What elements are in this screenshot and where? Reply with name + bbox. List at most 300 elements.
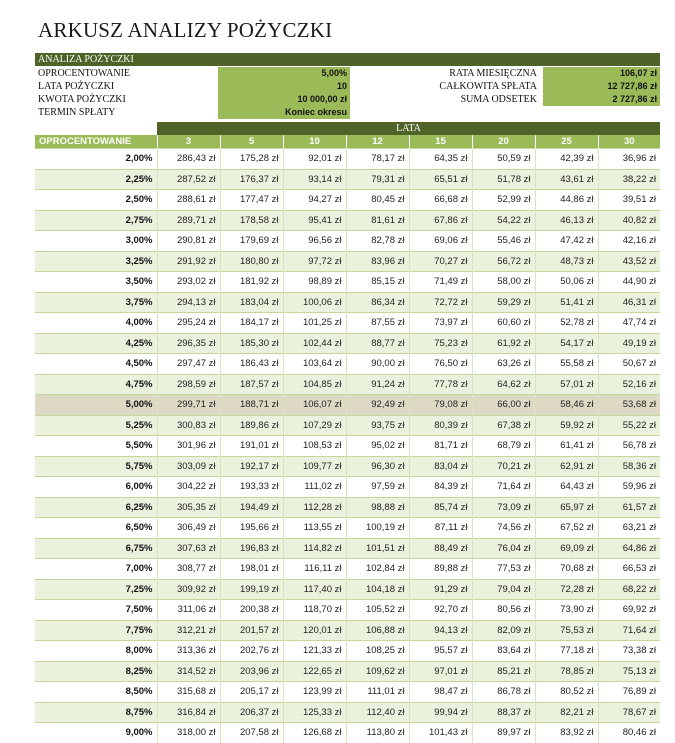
payment-cell: 68,79 zł (472, 436, 535, 457)
payment-cell: 94,13 zł (409, 620, 472, 641)
payment-cell: 65,51 zł (409, 169, 472, 190)
payment-cell: 82,78 zł (346, 231, 409, 252)
payment-cell: 43,52 zł (598, 251, 660, 272)
payment-cell: 114,82 zł (283, 538, 346, 559)
payment-cell: 118,70 zł (283, 600, 346, 621)
table-row (35, 620, 660, 641)
payment-cell: 301,96 zł (157, 436, 220, 457)
table-header-row (35, 135, 660, 149)
rate-cell: 7,00% (35, 559, 157, 580)
payment-cell: 103,64 zł (283, 354, 346, 375)
payment-cell: 196,83 zł (220, 538, 283, 559)
payment-cell: 205,17 zł (220, 682, 283, 703)
payment-cell: 73,97 zł (409, 313, 472, 334)
payment-cell: 177,47 zł (220, 190, 283, 211)
payment-cell: 97,59 zł (346, 477, 409, 498)
payment-cell: 96,56 zł (283, 231, 346, 252)
payment-cell: 61,57 zł (598, 497, 660, 518)
payment-cell: 85,74 zł (409, 497, 472, 518)
summary-header: ANALIZA POŻYCZKI (35, 53, 660, 66)
payment-cell: 63,21 zł (598, 518, 660, 539)
payment-cell: 101,43 zł (409, 723, 472, 743)
summary-row-amount (0, 93, 675, 106)
payment-cell: 56,78 zł (598, 436, 660, 457)
payment-cell: 61,92 zł (472, 333, 535, 354)
payment-cell: 86,78 zł (472, 682, 535, 703)
table-row (35, 518, 660, 539)
year-header: 12 (346, 135, 409, 149)
payment-cell: 200,38 zł (220, 600, 283, 621)
summary-row-term (0, 106, 675, 119)
payment-cell: 109,77 zł (283, 456, 346, 477)
payment-cell: 80,46 zł (598, 723, 660, 743)
payment-cell: 47,74 zł (598, 313, 660, 334)
table-row (35, 169, 660, 190)
rate-cell: 4,75% (35, 374, 157, 395)
monthly-payment-value: 106,07 zł (543, 67, 660, 80)
payment-cell: 296,35 zł (157, 333, 220, 354)
summary-row-rate (0, 67, 675, 80)
payment-cell: 66,00 zł (472, 395, 535, 416)
rate-cell: 2,50% (35, 190, 157, 211)
payment-cell: 80,39 zł (409, 415, 472, 436)
payment-cell: 88,37 zł (472, 702, 535, 723)
payment-cell: 108,53 zł (283, 436, 346, 457)
payment-cell: 95,02 zł (346, 436, 409, 457)
payment-cell: 54,17 zł (535, 333, 598, 354)
payment-cell: 192,17 zł (220, 456, 283, 477)
payment-cell: 71,64 zł (472, 477, 535, 498)
payment-cell: 291,92 zł (157, 251, 220, 272)
rate-cell: 5,25% (35, 415, 157, 436)
payment-cell: 55,58 zł (535, 354, 598, 375)
payment-cell: 43,61 zł (535, 169, 598, 190)
payment-cell: 311,06 zł (157, 600, 220, 621)
payment-cell: 67,38 zł (472, 415, 535, 436)
rate-cell: 8,75% (35, 702, 157, 723)
payment-cell: 122,65 zł (283, 661, 346, 682)
total-payment-label: CAŁKOWITA SPŁATA (439, 81, 537, 92)
table-row (35, 272, 660, 293)
payment-cell: 303,09 zł (157, 456, 220, 477)
payment-cell: 206,37 zł (220, 702, 283, 723)
monthly-payment-label: RATA MIESIĘCZNA (449, 68, 537, 79)
payment-cell: 48,73 zł (535, 251, 598, 272)
payment-cell: 52,78 zł (535, 313, 598, 334)
payment-cell: 81,71 zł (409, 436, 472, 457)
year-header: 20 (472, 135, 535, 149)
payment-cell: 184,17 zł (220, 313, 283, 334)
payment-cell: 78,17 zł (346, 149, 409, 170)
payment-cell: 201,57 zł (220, 620, 283, 641)
payment-table (35, 135, 660, 743)
payment-cell: 39,51 zł (598, 190, 660, 211)
payment-cell: 297,47 zł (157, 354, 220, 375)
table-row (35, 415, 660, 436)
payment-cell: 83,92 zł (535, 723, 598, 743)
payment-cell: 83,96 zł (346, 251, 409, 272)
payment-cell: 92,01 zł (283, 149, 346, 170)
rate-cell: 6,75% (35, 538, 157, 559)
payment-cell: 107,29 zł (283, 415, 346, 436)
payment-cell: 74,56 zł (472, 518, 535, 539)
payment-cell: 44,86 zł (535, 190, 598, 211)
year-header: 10 (283, 135, 346, 149)
payment-cell: 104,18 zł (346, 579, 409, 600)
payment-cell: 59,29 zł (472, 292, 535, 313)
year-header: 25 (535, 135, 598, 149)
payment-cell: 88,77 zł (346, 333, 409, 354)
payment-cell: 77,53 zł (472, 559, 535, 580)
payment-cell: 57,01 zł (535, 374, 598, 395)
payment-cell: 191,01 zł (220, 436, 283, 457)
table-row (35, 682, 660, 703)
payment-cell: 121,33 zł (283, 641, 346, 662)
rate-cell: 7,75% (35, 620, 157, 641)
table-row (35, 190, 660, 211)
payment-cell: 80,52 zł (535, 682, 598, 703)
payment-cell: 126,68 zł (283, 723, 346, 743)
payment-cell: 88,49 zł (409, 538, 472, 559)
payment-cell: 69,06 zł (409, 231, 472, 252)
payment-cell: 105,52 zł (346, 600, 409, 621)
payment-cell: 125,33 zł (283, 702, 346, 723)
rate-cell: 8,25% (35, 661, 157, 682)
rate-input[interactable]: 5,00% (218, 67, 350, 80)
payment-cell: 315,68 zł (157, 682, 220, 703)
payment-cell: 289,71 zł (157, 210, 220, 231)
rate-label: OPROCENTOWANIE (38, 68, 131, 79)
payment-cell: 52,99 zł (472, 190, 535, 211)
payment-cell: 100,06 zł (283, 292, 346, 313)
rate-cell: 3,75% (35, 292, 157, 313)
total-interest-value: 2 727,86 zł (543, 93, 660, 106)
payment-cell: 87,11 zł (409, 518, 472, 539)
payment-cell: 120,01 zł (283, 620, 346, 641)
payment-cell: 187,57 zł (220, 374, 283, 395)
table-row (35, 374, 660, 395)
table-row (35, 497, 660, 518)
rate-cell: 9,00% (35, 723, 157, 743)
payment-cell: 86,34 zł (346, 292, 409, 313)
table-row (35, 559, 660, 580)
payment-cell: 85,21 zł (472, 661, 535, 682)
payment-cell: 70,68 zł (535, 559, 598, 580)
payment-cell: 309,92 zł (157, 579, 220, 600)
rate-cell: 2,75% (35, 210, 157, 231)
payment-cell: 288,61 zł (157, 190, 220, 211)
payment-cell: 111,01 zł (346, 682, 409, 703)
payment-cell: 188,71 zł (220, 395, 283, 416)
payment-cell: 64,43 zł (535, 477, 598, 498)
payment-cell: 58,46 zł (535, 395, 598, 416)
payment-cell: 42,16 zł (598, 231, 660, 252)
payment-cell: 83,64 zł (472, 641, 535, 662)
rate-cell: 3,25% (35, 251, 157, 272)
payment-cell: 97,72 zł (283, 251, 346, 272)
payment-cell: 175,28 zł (220, 149, 283, 170)
payment-cell: 96,30 zł (346, 456, 409, 477)
payment-cell: 70,21 zł (472, 456, 535, 477)
payment-cell: 73,90 zł (535, 600, 598, 621)
payment-cell: 82,09 zł (472, 620, 535, 641)
payment-cell: 64,62 zł (472, 374, 535, 395)
payment-cell: 64,35 zł (409, 149, 472, 170)
payment-cell: 73,09 zł (472, 497, 535, 518)
payment-cell: 56,72 zł (472, 251, 535, 272)
payment-cell: 79,31 zł (346, 169, 409, 190)
table-row (35, 538, 660, 559)
payment-cell: 77,18 zł (535, 641, 598, 662)
payment-cell: 95,57 zł (409, 641, 472, 662)
payment-cell: 76,89 zł (598, 682, 660, 703)
payment-cell: 199,19 zł (220, 579, 283, 600)
payment-cell: 308,77 zł (157, 559, 220, 580)
year-header: 15 (409, 135, 472, 149)
payment-cell: 300,83 zł (157, 415, 220, 436)
payment-cell: 60,60 zł (472, 313, 535, 334)
payment-cell: 178,58 zł (220, 210, 283, 231)
payment-cell: 85,15 zł (346, 272, 409, 293)
payment-cell: 79,04 zł (472, 579, 535, 600)
payment-cell: 112,28 zł (283, 497, 346, 518)
payment-cell: 46,13 zł (535, 210, 598, 231)
payment-cell: 313,36 zł (157, 641, 220, 662)
payment-cell: 81,61 zł (346, 210, 409, 231)
table-row (35, 395, 660, 416)
payment-cell: 176,37 zł (220, 169, 283, 190)
payment-cell: 189,86 zł (220, 415, 283, 436)
rate-cell: 6,25% (35, 497, 157, 518)
amount-input[interactable]: 10 000,00 zł (218, 93, 350, 106)
payment-cell: 63,26 zł (472, 354, 535, 375)
payment-cell: 98,47 zł (409, 682, 472, 703)
payment-cell: 70,27 zł (409, 251, 472, 272)
payment-cell: 71,64 zł (598, 620, 660, 641)
payment-cell: 58,36 zł (598, 456, 660, 477)
payment-term-label: TERMIN SPŁATY (38, 107, 116, 118)
payment-cell: 93,75 zł (346, 415, 409, 436)
payment-cell: 286,43 zł (157, 149, 220, 170)
payment-cell: 298,59 zł (157, 374, 220, 395)
payment-cell: 65,97 zł (535, 497, 598, 518)
payment-cell: 305,35 zł (157, 497, 220, 518)
payment-cell: 293,02 zł (157, 272, 220, 293)
rate-cell: 5,75% (35, 456, 157, 477)
payment-cell: 186,43 zł (220, 354, 283, 375)
payment-cell: 101,51 zł (346, 538, 409, 559)
payment-cell: 294,13 zł (157, 292, 220, 313)
payment-cell: 59,96 zł (598, 477, 660, 498)
rate-cell: 7,50% (35, 600, 157, 621)
payment-cell: 97,01 zł (409, 661, 472, 682)
payment-cell: 36,96 zł (598, 149, 660, 170)
table-row (35, 600, 660, 621)
payment-cell: 306,49 zł (157, 518, 220, 539)
table-row (35, 641, 660, 662)
payment-cell: 89,97 zł (472, 723, 535, 743)
payment-term-select[interactable]: Koniec okresu (218, 106, 350, 119)
payment-cell: 104,85 zł (283, 374, 346, 395)
table-row (35, 702, 660, 723)
payment-cell: 67,52 zł (535, 518, 598, 539)
table-row (35, 723, 660, 743)
years-header-bar: LATA (157, 122, 660, 135)
table-row (35, 210, 660, 231)
payment-cell: 183,04 zł (220, 292, 283, 313)
payment-cell: 87,55 zł (346, 313, 409, 334)
year-header: 5 (220, 135, 283, 149)
years-label: LATA POŻYCZKI (38, 81, 115, 92)
payment-cell: 91,24 zł (346, 374, 409, 395)
payment-cell: 69,09 zł (535, 538, 598, 559)
payment-cell: 304,22 zł (157, 477, 220, 498)
payment-cell: 69,92 zł (598, 600, 660, 621)
table-row (35, 251, 660, 272)
payment-cell: 100,19 zł (346, 518, 409, 539)
payment-cell: 67,86 zł (409, 210, 472, 231)
payment-cell: 98,88 zł (346, 497, 409, 518)
payment-cell: 64,86 zł (598, 538, 660, 559)
payment-cell: 99,94 zł (409, 702, 472, 723)
payment-cell: 299,71 zł (157, 395, 220, 416)
payment-cell: 73,38 zł (598, 641, 660, 662)
payment-cell: 54,22 zł (472, 210, 535, 231)
year-header: 30 (598, 135, 660, 149)
payment-cell: 82,21 zł (535, 702, 598, 723)
payment-cell: 295,24 zł (157, 313, 220, 334)
table-row (35, 313, 660, 334)
payment-cell: 194,49 zł (220, 497, 283, 518)
payment-cell: 76,50 zł (409, 354, 472, 375)
rate-cell: 6,00% (35, 477, 157, 498)
rate-cell: 6,50% (35, 518, 157, 539)
total-payment-value: 12 727,86 zł (543, 80, 660, 93)
payment-cell: 76,04 zł (472, 538, 535, 559)
payment-cell: 40,82 zł (598, 210, 660, 231)
payment-cell: 198,01 zł (220, 559, 283, 580)
payment-cell: 207,58 zł (220, 723, 283, 743)
payment-cell: 106,88 zł (346, 620, 409, 641)
payment-cell: 71,49 zł (409, 272, 472, 293)
payment-cell: 75,13 zł (598, 661, 660, 682)
payment-cell: 181,92 zł (220, 272, 283, 293)
payment-cell: 316,84 zł (157, 702, 220, 723)
payment-cell: 68,22 zł (598, 579, 660, 600)
payment-cell: 52,16 zł (598, 374, 660, 395)
amount-label: KWOTA POŻYCZKI (38, 94, 126, 105)
rate-column-header: OPROCENTOWANIE (35, 135, 157, 149)
payment-cell: 72,28 zł (535, 579, 598, 600)
payment-cell: 290,81 zł (157, 231, 220, 252)
payment-cell: 92,70 zł (409, 600, 472, 621)
rate-cell: 5,00% (35, 395, 157, 416)
rate-cell: 8,00% (35, 641, 157, 662)
rate-cell: 2,00% (35, 149, 157, 170)
payment-cell: 75,23 zł (409, 333, 472, 354)
payment-cell: 78,85 zł (535, 661, 598, 682)
table-row (35, 661, 660, 682)
payment-cell: 123,99 zł (283, 682, 346, 703)
payment-cell: 80,45 zł (346, 190, 409, 211)
summary-row-years (0, 80, 675, 93)
payment-cell: 106,07 zł (283, 395, 346, 416)
payment-cell: 113,55 zł (283, 518, 346, 539)
payment-cell: 51,78 zł (472, 169, 535, 190)
payment-cell: 287,52 zł (157, 169, 220, 190)
payment-cell: 202,76 zł (220, 641, 283, 662)
payment-cell: 38,22 zł (598, 169, 660, 190)
payment-cell: 44,90 zł (598, 272, 660, 293)
payment-cell: 318,00 zł (157, 723, 220, 743)
payment-cell: 111,02 zł (283, 477, 346, 498)
total-interest-label: SUMA ODSETEK (460, 94, 537, 105)
rate-cell: 7,25% (35, 579, 157, 600)
payment-cell: 80,56 zł (472, 600, 535, 621)
payment-cell: 93,14 zł (283, 169, 346, 190)
years-input[interactable]: 10 (218, 80, 350, 93)
rate-cell: 4,50% (35, 354, 157, 375)
payment-cell: 193,33 zł (220, 477, 283, 498)
table-row (35, 354, 660, 375)
payment-cell: 66,68 zł (409, 190, 472, 211)
payment-cell: 98,89 zł (283, 272, 346, 293)
rate-cell: 3,00% (35, 231, 157, 252)
payment-cell: 84,39 zł (409, 477, 472, 498)
payment-cell: 116,11 zł (283, 559, 346, 580)
payment-cell: 117,40 zł (283, 579, 346, 600)
payment-cell: 102,84 zł (346, 559, 409, 580)
table-row (35, 436, 660, 457)
rate-cell: 4,00% (35, 313, 157, 334)
payment-cell: 49,19 zł (598, 333, 660, 354)
payment-cell: 72,72 zł (409, 292, 472, 313)
payment-cell: 51,41 zł (535, 292, 598, 313)
payment-cell: 89,88 zł (409, 559, 472, 580)
payment-cell: 109,62 zł (346, 661, 409, 682)
payment-cell: 113,80 zł (346, 723, 409, 743)
payment-cell: 55,22 zł (598, 415, 660, 436)
payment-cell: 102,44 zł (283, 333, 346, 354)
payment-cell: 92,49 zł (346, 395, 409, 416)
payment-cell: 195,66 zł (220, 518, 283, 539)
rate-cell: 5,50% (35, 436, 157, 457)
rate-cell: 2,25% (35, 169, 157, 190)
payment-cell: 91,29 zł (409, 579, 472, 600)
payment-cell: 59,92 zł (535, 415, 598, 436)
payment-cell: 314,52 zł (157, 661, 220, 682)
rate-cell: 3,50% (35, 272, 157, 293)
payment-cell: 50,59 zł (472, 149, 535, 170)
payment-cell: 50,67 zł (598, 354, 660, 375)
payment-cell: 75,53 zł (535, 620, 598, 641)
payment-cell: 42,39 zł (535, 149, 598, 170)
table-row (35, 149, 660, 170)
payment-cell: 101,25 zł (283, 313, 346, 334)
payment-cell: 179,69 zł (220, 231, 283, 252)
table-row (35, 456, 660, 477)
payment-cell: 46,31 zł (598, 292, 660, 313)
payment-cell: 53,68 zł (598, 395, 660, 416)
payment-cell: 61,41 zł (535, 436, 598, 457)
page-title: ARKUSZ ANALIZY POŻYCZKI (38, 18, 333, 42)
payment-cell: 95,41 zł (283, 210, 346, 231)
payment-cell: 77,78 zł (409, 374, 472, 395)
payment-cell: 203,96 zł (220, 661, 283, 682)
payment-cell: 108,25 zł (346, 641, 409, 662)
payment-cell: 50,06 zł (535, 272, 598, 293)
payment-cell: 94,27 zł (283, 190, 346, 211)
